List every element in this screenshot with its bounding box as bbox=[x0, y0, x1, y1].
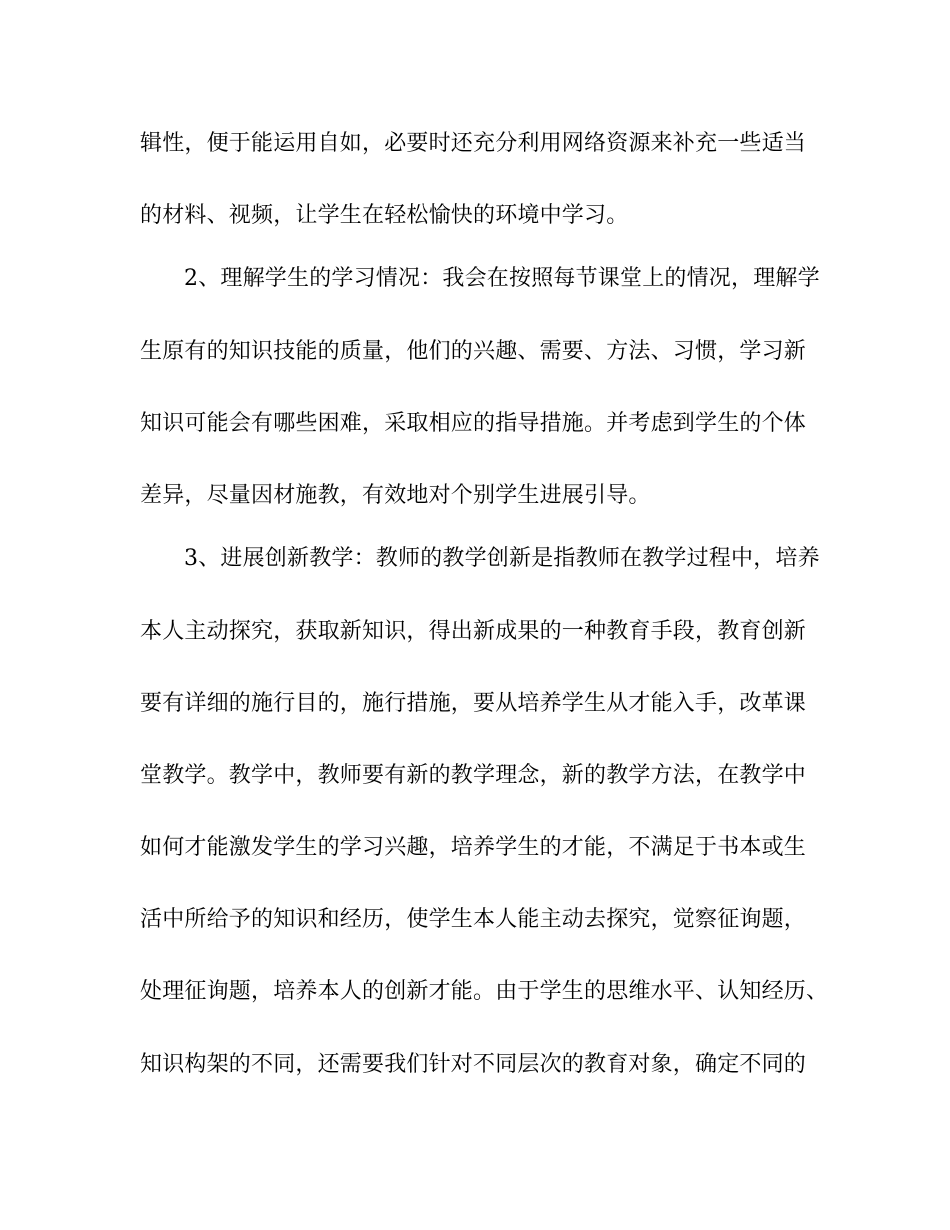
text-line-5: 知识可能会有哪些困难，采取相应的指导措施。并考虑到学生的个体 bbox=[140, 411, 807, 436]
text-line-2: 的材料、视频，让学生在轻松愉快的环境中学习。 bbox=[140, 203, 629, 228]
text-line-9: 要有详细的施行目的，施行措施，要从培养学生从才能入手，改革课 bbox=[140, 691, 807, 716]
text-line-13: 处理征询题，培养本人的创新才能。由于学生的思维水平、认知经历、 bbox=[140, 979, 829, 1004]
text-line-11: 如何才能激发学生的学习兴趣，培养学生的才能，不满足于书本或生 bbox=[140, 835, 807, 860]
text-line-6: 差异，尽量因材施教，有效地对个别学生进展引导。 bbox=[140, 483, 651, 508]
paragraph-2-line-1: 2、理解学生的学习情况：我会在按照每节课堂上的情况，理解学 bbox=[184, 266, 820, 291]
text-line-1: 辑性，便于能运用自如，必要时还充分利用网络资源来补充一些适当 bbox=[140, 131, 807, 156]
text-line-12: 活中所给予的知识和经历，使学生本人能主动去探究，觉察征询题， bbox=[140, 907, 807, 932]
text-line-10: 堂教学。教学中，教师要有新的教学理念，新的教学方法，在教学中 bbox=[140, 763, 807, 788]
text-line-14: 知识构架的不同，还需要我们针对不同层次的教育对象，确定不同的 bbox=[140, 1052, 807, 1077]
text-line-8: 本人主动探究，获取新知识，得出新成果的一种教育手段，教育创新 bbox=[140, 619, 807, 644]
text-line-4: 生原有的知识技能的质量，他们的兴趣、需要、方法、习惯，学习新 bbox=[140, 339, 807, 364]
paragraph-3-line-1: 3、进展创新教学：教师的教学创新是指教师在教学过程中，培养 bbox=[184, 546, 820, 571]
